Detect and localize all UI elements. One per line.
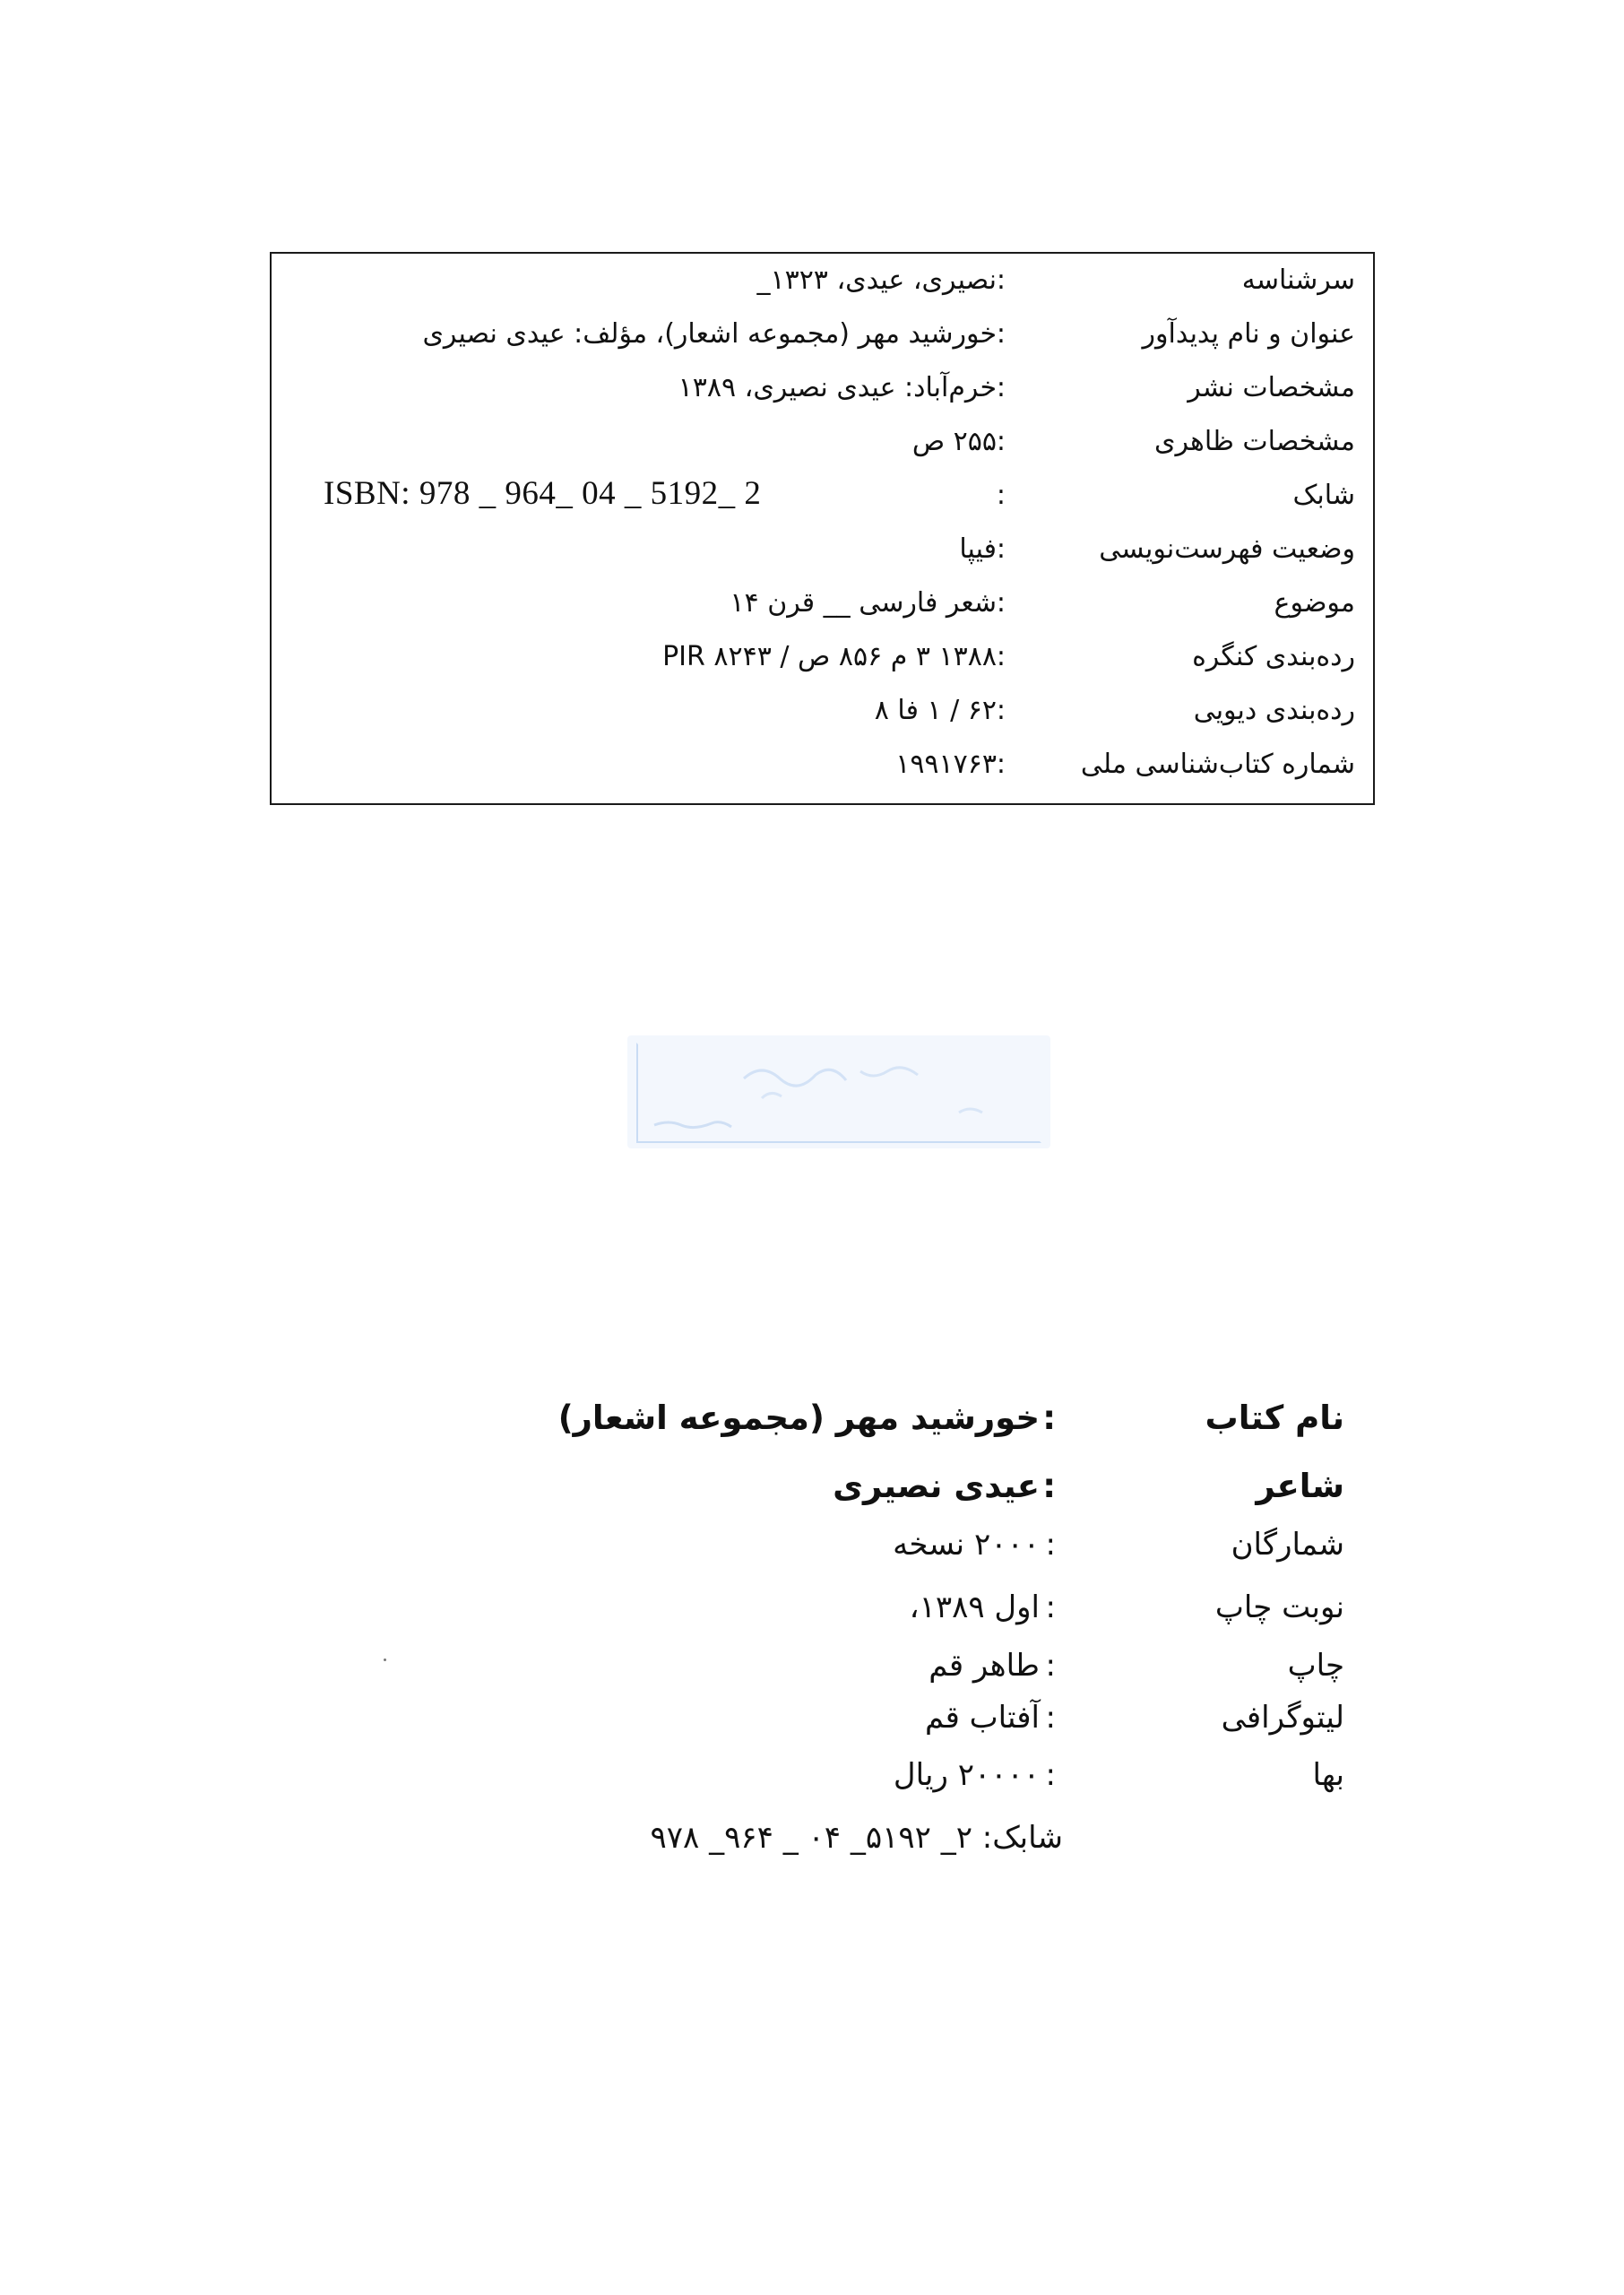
scan-speck <box>384 1658 386 1661</box>
catalog-value: ۲۵۵ ص <box>911 426 997 457</box>
catalog-row-heading <box>272 254 1373 307</box>
catalog-row-status <box>272 523 1373 576</box>
library-stamp <box>627 1035 1050 1148</box>
colophon-row-book-title <box>448 1395 1344 1445</box>
catalog-label: رده‌بندی دیویی <box>1193 695 1355 726</box>
catalog-box <box>270 252 1375 805</box>
catalog-row-national-number <box>272 738 1373 792</box>
catalog-label: مشخصات نشر <box>1188 372 1355 403</box>
catalog-label: عنوان و نام پدیدآور <box>1142 318 1355 350</box>
colophon-row-copies <box>448 1521 1344 1572</box>
catalog-label: موضوع <box>1274 587 1355 619</box>
catalog-row-isbn <box>272 469 1373 523</box>
colon-separator: : <box>1045 1757 1056 1793</box>
colophon-value: ۲۰۰۰۰ ریال <box>893 1757 1040 1793</box>
colon-separator: : <box>996 480 1006 511</box>
colon-separator: : <box>996 533 1006 565</box>
colophon-value: طاهر قم <box>929 1648 1040 1684</box>
colon-separator: : <box>1042 1467 1056 1505</box>
colon-separator: : <box>996 264 1006 296</box>
isbn-value: ISBN: 978 _ 964_ 04 _ 5192_ 2 <box>324 475 762 512</box>
colon-separator: : <box>996 318 1006 350</box>
colon-separator: : <box>996 695 1006 726</box>
colon-separator: : <box>996 641 1006 672</box>
catalog-label: وضعیت فهرست‌نویسی <box>1099 533 1355 565</box>
colophon-value: اول ۱۳۸۹، <box>909 1589 1040 1625</box>
catalog-row-physical <box>272 415 1373 469</box>
catalog-label: شماره کتاب‌شناسی ملی <box>1080 749 1355 780</box>
colon-separator: : <box>996 587 1006 619</box>
catalog-value: شعر فارسی __ قرن ۱۴ <box>730 587 997 619</box>
colophon-label: شمارگان <box>1231 1527 1344 1563</box>
colon-separator: : <box>1045 1589 1056 1625</box>
colophon-label: بها <box>1312 1757 1344 1793</box>
colophon-label: چاپ <box>1287 1648 1344 1684</box>
catalog-value: ۱۹۹۱۷۶۳ <box>895 749 997 780</box>
colon-separator: : <box>1045 1527 1056 1563</box>
colophon-label: نوبت چاپ <box>1214 1589 1344 1625</box>
catalog-value: ۱۳۸۸ ۳ م ۸۵۶ ص / PIR ۸۲۴۳ <box>662 641 997 672</box>
catalog-value: فیپا <box>959 533 997 565</box>
catalog-value: خورشید مهر (مجموعه اشعار)، مؤلف: عیدی نصیری <box>422 318 997 350</box>
catalog-label: سرشناسه <box>1241 264 1355 296</box>
catalog-value: نصیری، عیدی، ۱۳۲۳_ <box>756 264 997 296</box>
catalog-row-dewey <box>272 684 1373 738</box>
catalog-row-lc-class <box>272 630 1373 684</box>
catalog-row-subject <box>272 576 1373 630</box>
catalog-label: رده‌بندی کنگره <box>1192 641 1355 672</box>
colophon-label: شاعر <box>1256 1467 1344 1505</box>
colophon-row-printer <box>448 1642 1344 1693</box>
colophon-value: ۲۰۰۰ نسخه <box>893 1527 1040 1563</box>
colophon-value: خورشید مهر (مجموعه اشعار) <box>557 1399 1040 1437</box>
colon-separator: : <box>996 372 1006 403</box>
colon-separator: : <box>1045 1648 1056 1684</box>
catalog-row-title <box>272 307 1373 361</box>
colon-separator: : <box>1042 1399 1056 1437</box>
colophon-row-lithography <box>448 1694 1344 1745</box>
stamp-scribble-icon <box>627 1035 1050 1148</box>
catalog-row-publication <box>272 361 1373 415</box>
colophon-row-poet <box>448 1463 1344 1513</box>
catalog-label: شابک <box>1292 480 1355 511</box>
colophon-label: لیتوگرافی <box>1221 1700 1344 1736</box>
colophon-row-edition <box>448 1584 1344 1634</box>
catalog-value: ۶۲ / ۱ فا ۸ <box>874 695 997 726</box>
catalog-label: مشخصات ظاهری <box>1153 426 1355 457</box>
colophon-value: عیدی نصیری <box>833 1467 1040 1505</box>
colophon-row-price <box>448 1752 1344 1802</box>
colon-separator: : <box>996 426 1006 457</box>
colophon-value: آفتاب قم <box>924 1700 1040 1736</box>
colon-separator: : <box>1045 1700 1056 1736</box>
colophon-isbn: شابک: ۲_ ۵۱۹۲_ ۰۴ _ ۹۶۴_ ۹۷۸ <box>650 1820 1063 1856</box>
catalog-value: خرم‌آباد: عیدی نصیری، ۱۳۸۹ <box>678 372 997 403</box>
colon-separator: : <box>996 749 1006 780</box>
colophon-label: نام کتاب <box>1205 1399 1344 1437</box>
